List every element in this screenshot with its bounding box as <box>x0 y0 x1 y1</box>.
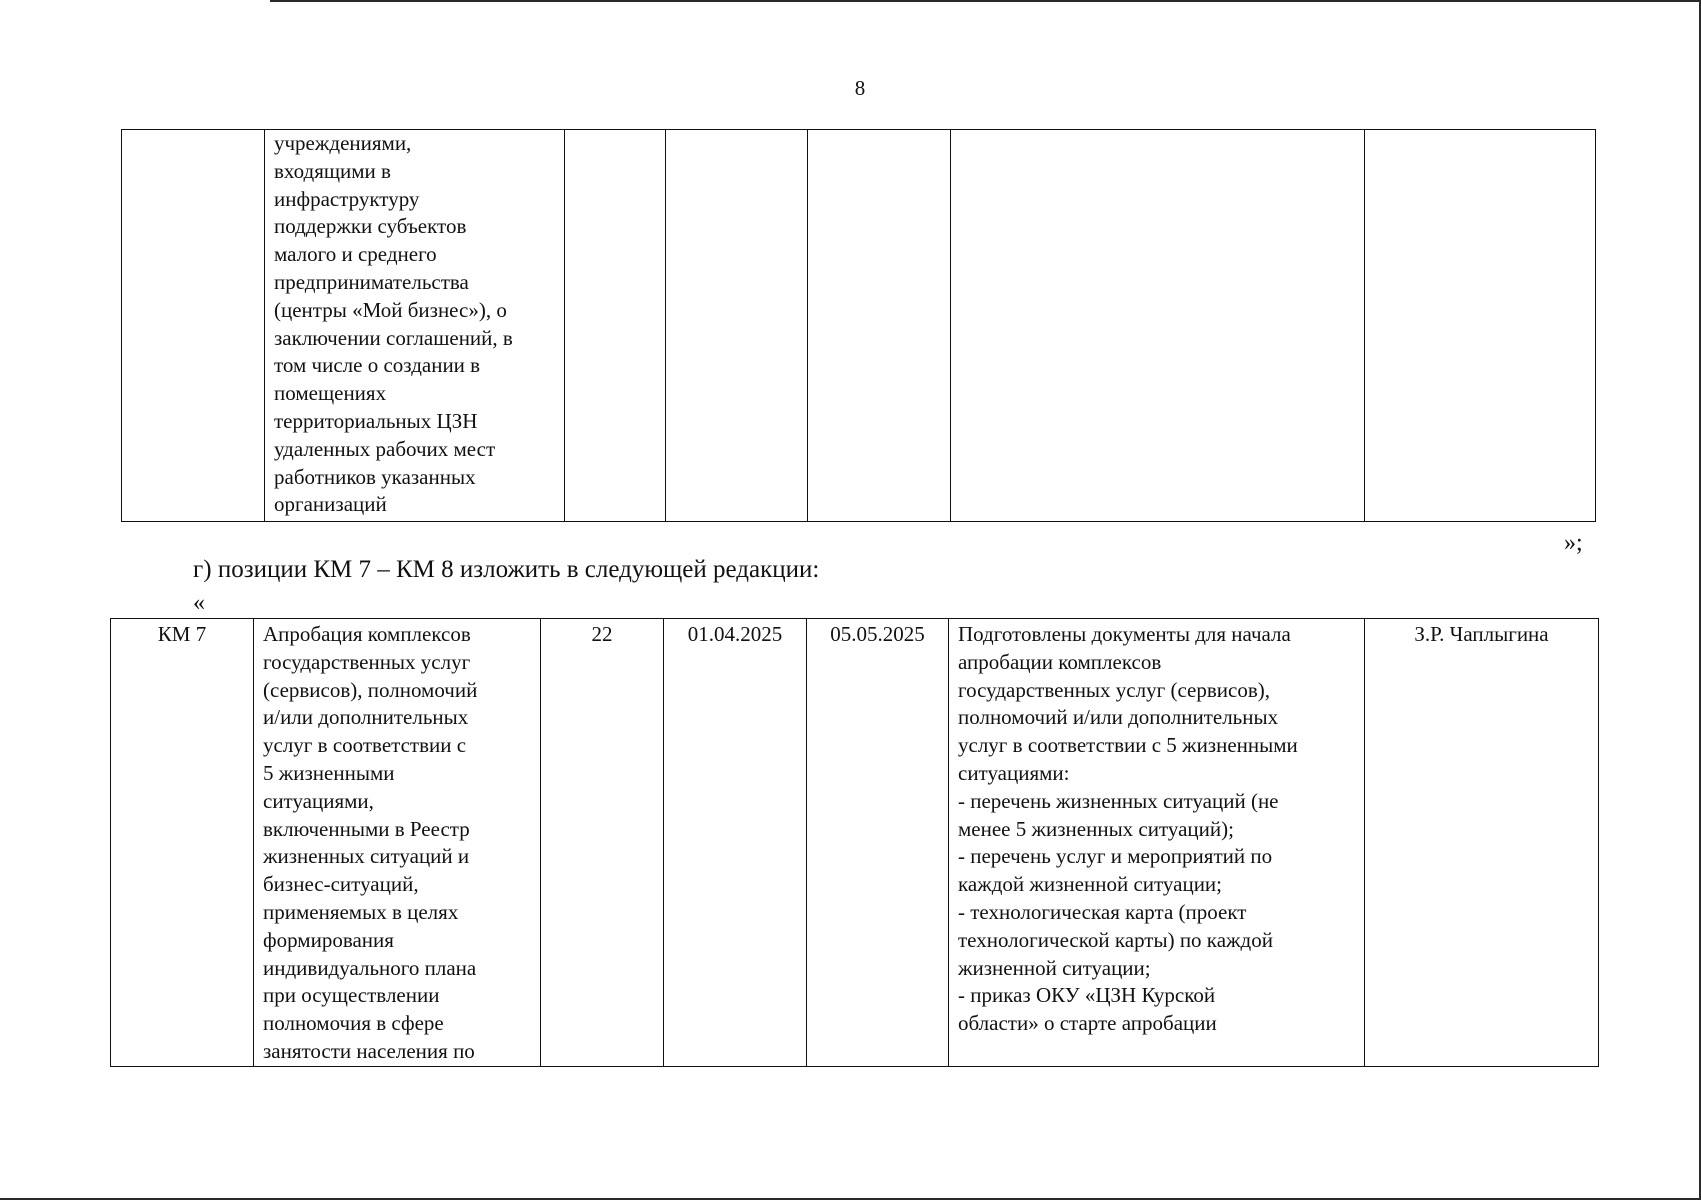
text-line: ситуациями, <box>263 788 374 813</box>
text-line: услуг в соответствии с <box>263 733 467 758</box>
table-cell-start-date <box>664 619 807 1067</box>
text-line: (центры «Мой бизнес»), о <box>274 297 507 322</box>
text-line: организаций <box>274 492 387 517</box>
table-cell-start-date <box>666 130 808 522</box>
text-line: жизненной ситуации; <box>958 955 1151 980</box>
text-line: формирования <box>263 927 394 952</box>
text-line: и/или дополнительных <box>263 705 469 730</box>
table-cell-responsible <box>1365 619 1599 1067</box>
text-line: - приказ ОКУ «ЦЗН Курской <box>958 983 1216 1008</box>
description-text <box>254 619 540 1066</box>
text-line: апробации комплексов <box>958 649 1162 674</box>
table-cell-code <box>122 130 265 522</box>
table-cell-code <box>111 619 254 1067</box>
text-line: удаленных рабочих мест <box>274 436 496 461</box>
text-line: Апробация комплексов <box>263 622 471 646</box>
text-line: территориальных ЦЗН <box>274 408 478 433</box>
text-line: - технологическая карта (проект <box>958 899 1247 924</box>
text-line: - перечень жизненных ситуаций (не <box>958 788 1279 813</box>
text-line: ситуациями: <box>958 760 1070 785</box>
text-line: государственных услуг (сервисов), <box>958 677 1270 702</box>
text-line: индивидуального плана <box>263 955 477 980</box>
text-line: технологической карты) по каждой <box>958 927 1273 952</box>
text-line: 5 жизненными <box>263 760 395 785</box>
text-line: занятости населения по <box>263 1038 475 1063</box>
number-text: 22 <box>591 622 613 646</box>
text-line: входящими в <box>274 158 391 183</box>
text-line: заключении соглашений, в <box>274 325 513 350</box>
text-line: предпринимательства <box>274 269 469 294</box>
text-line: том числе о создании в <box>274 353 481 378</box>
text-line: применяемых в целях <box>263 899 459 924</box>
continued-table <box>121 129 1596 522</box>
table-cell-end-date <box>808 130 951 522</box>
text-line: малого и среднего <box>274 242 437 267</box>
table-cell-responsible <box>1365 130 1596 522</box>
text-line: бизнес-ситуаций, <box>263 872 419 897</box>
table-cell-number <box>565 130 666 522</box>
amendment-instruction: г) позиции КМ 7 – КМ 8 изложить в следующей редакции: <box>193 556 820 583</box>
description-text <box>265 130 564 519</box>
text-line: государственных услуг <box>263 649 471 674</box>
text-line: менее 5 жизненных ситуаций); <box>958 816 1234 841</box>
table-cell-result <box>951 130 1365 522</box>
start-date-text: 01.04.2025 <box>687 622 783 646</box>
table-cell-number <box>541 619 664 1067</box>
page-number: 8 <box>854 76 866 100</box>
scan-edge-top <box>270 0 1701 2</box>
table-row <box>122 130 1596 522</box>
text-line: включенными в Реестр <box>263 816 470 841</box>
table-cell-description <box>265 130 565 522</box>
text-line: учреждениями, <box>274 131 412 155</box>
text-line: поддержки субъектов <box>274 214 467 239</box>
text-line: инфраструктуру <box>274 186 420 211</box>
text-line: полномочия в сфере <box>263 1011 444 1036</box>
text-line: области» о старте апробации <box>958 1011 1217 1036</box>
table-cell-description <box>254 619 541 1067</box>
text-line: полномочий и/или дополнительных <box>958 705 1279 730</box>
text-line: (сервисов), полномочий <box>263 677 478 702</box>
responsible-text: З.Р. Чаплыгина <box>1414 622 1549 646</box>
table-cell-end-date <box>807 619 949 1067</box>
result-text <box>949 619 1364 1038</box>
text-line: работников указанных <box>274 464 476 489</box>
text-line: жизненных ситуаций и <box>263 844 470 869</box>
table-cell-result <box>949 619 1365 1067</box>
closing-quote: »; <box>1564 530 1583 556</box>
amended-table <box>110 618 1599 1067</box>
code-text: КМ 7 <box>157 622 207 646</box>
end-date-text: 05.05.2025 <box>830 622 925 646</box>
text-line: Подготовлены документы для начала <box>958 622 1291 646</box>
text-line: - перечень услуг и мероприятий по <box>958 844 1273 869</box>
opening-quote: « <box>193 590 205 616</box>
text-line: услуг в соответствии с 5 жизненными <box>958 733 1298 758</box>
text-line: помещениях <box>274 381 387 406</box>
text-line: каждой жизненной ситуации; <box>958 872 1223 897</box>
text-line: при осуществлении <box>263 983 440 1008</box>
table-row <box>111 619 1599 1067</box>
